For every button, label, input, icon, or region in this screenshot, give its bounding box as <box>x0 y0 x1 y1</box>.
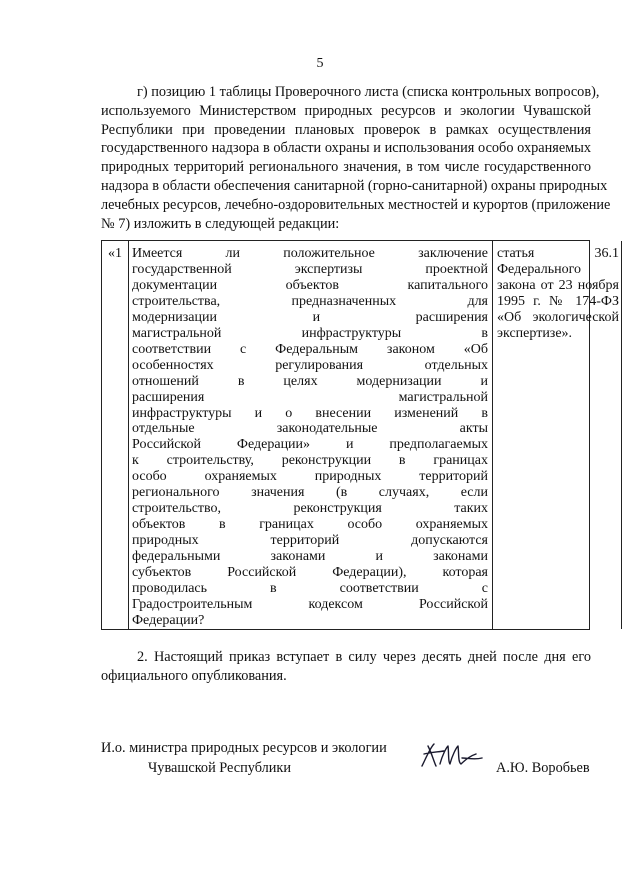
question-line: объектов в границах особо охраняемых <box>132 517 488 533</box>
paragraph-line: используемого Министерством природных ресурсов и экологии Чувашской <box>101 102 591 119</box>
question-line: отношений в целях модернизации и <box>132 373 488 389</box>
question-line: инфраструктуры и о внесении изменений в <box>132 405 488 421</box>
paragraph-line: лечебных ресурсов, лечебно-оздоровительных местностей и курортов (приложение <box>101 196 611 213</box>
reference-cell <box>497 246 619 342</box>
signer-title <box>101 738 387 778</box>
paragraph-line: государственного надзора в области охраны и использования особо охраняемых <box>101 140 591 157</box>
signer-title-line: Чувашской Республики <box>148 760 292 776</box>
paragraph-line: г) позицию 1 таблицы Проверочного листа (списка контрольных вопросов), <box>137 84 600 100</box>
question-line: Российской Федерации» и предполагаемых <box>132 437 488 453</box>
question-line: Градостроительным кодексом Российской <box>132 596 488 612</box>
reference-line: статья 36.1 <box>497 246 619 261</box>
question-line: особо охраняемых природных территорий <box>132 469 488 485</box>
handwritten-signature <box>418 736 488 776</box>
question-line: модернизации и расширения <box>132 309 488 325</box>
question-line: отдельные законодательные акты <box>132 421 488 437</box>
reference-line: «Об экологической <box>497 309 619 325</box>
question-line: субъектов Российской Федерации), которая <box>132 565 488 581</box>
question-line: строительство, реконструкция таких <box>132 501 488 517</box>
paragraph-line: природных территорий регионального значения, в том числе государственного <box>101 159 591 176</box>
question-line: строительства, предназначенных для <box>132 293 488 309</box>
question-line: государственной экспертизы проектной <box>132 261 488 277</box>
question-line: природных территорий допускаются <box>132 533 488 549</box>
question-line: проводилась в соответствии с <box>132 581 488 597</box>
question-line: соответствии с Федеральным законом «Об <box>132 341 488 357</box>
paragraph-line: надзора в области обеспечения санитарной (горно-санитарной) охраны природных <box>101 177 608 194</box>
paragraph-line: 2. Настоящий приказ вступает в силу через десять дней после дня его <box>137 649 591 665</box>
signer-name: А.Ю. Воробьев <box>496 760 590 776</box>
question-cell <box>132 246 488 629</box>
reference-line: Федерального <box>497 261 582 277</box>
table-column-number <box>102 241 129 629</box>
question-line: федеральными законами и законами <box>132 549 488 565</box>
question-line: регионального значения (в случаях, если <box>132 485 488 501</box>
checklist-table <box>101 240 619 630</box>
signer-title-line: И.о. министра природных ресурсов и экологии <box>101 740 387 756</box>
question-line: к строительству, реконструкции в границах <box>132 453 488 469</box>
question-line: документации объектов капитального <box>132 277 488 293</box>
question-line: магистральной инфраструктуры в <box>132 325 488 341</box>
question-line: Имеется ли положительное заключение <box>132 246 488 261</box>
closing-paragraph <box>101 648 591 686</box>
paragraph-line: Республики при проведении плановых проверок в рамках осуществления <box>101 121 591 138</box>
reference-line: закона от 23 ноября <box>497 277 619 293</box>
question-line: особенностях регулирования отдельных <box>132 357 488 373</box>
amendment-paragraph <box>101 83 611 233</box>
question-line: Федерации? <box>132 612 205 628</box>
question-line: расширения магистральной <box>132 389 488 405</box>
row-number: «1 <box>108 246 122 261</box>
paragraph-line: № 7) изложить в следующей редакции: <box>101 215 340 232</box>
paragraph-line: официального опубликования. <box>101 667 287 684</box>
reference-line: 1995 г. № 174-ФЗ <box>497 293 619 309</box>
reference-line: экспертизе». <box>497 325 573 341</box>
page-number: 5 <box>316 56 324 71</box>
